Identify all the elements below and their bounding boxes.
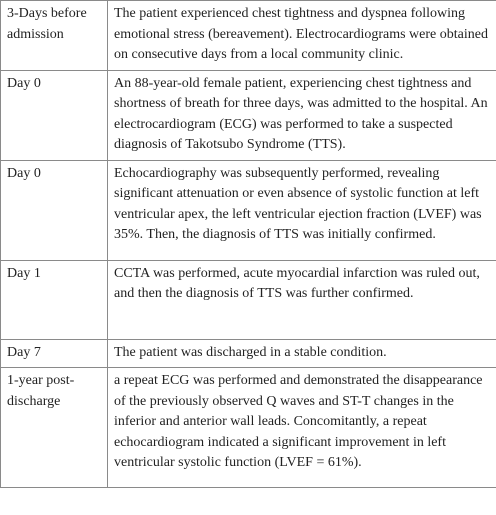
table-row [1, 1, 496, 71]
time-cell: 3-Days before admission [1, 1, 108, 71]
event-cell: CCTA was performed, acute myocardial infarction was ruled out, and then the diagnosis of TTS was further confirmed. [108, 260, 496, 339]
table-row [1, 70, 496, 160]
event-cell: An 88-year-old female patient, experiencing chest tightness and shortness of breath for three days, was admitted to the hospital. An electrocardiogram (ECG) was performed to take a suspected diagnosis of Takotsubo Syndrome (TTS). [108, 70, 496, 160]
event-cell: Echocardiography was subsequently performed, revealing significant attenuation or even absence of systolic function at left ventricular apex, the left ventricular ejection fraction (LVEF) was 35%. Then, the diagnosis of TTS was initially confirmed. [108, 160, 496, 260]
table-row [1, 160, 496, 260]
table-row [1, 339, 496, 368]
time-cell: 1-year post-discharge [1, 368, 108, 488]
time-cell: Day 0 [1, 160, 108, 260]
event-cell: The patient was discharged in a stable condition. [108, 339, 496, 368]
event-cell: a repeat ECG was performed and demonstrated the disappearance of the previously observed Q waves and ST-T changes in the inferior and anterior wall leads. Concomitantly, a repeat echocardiogram indicated a significant improvement in left ventricular systolic function (LVEF = 61%). [108, 368, 496, 488]
time-cell: Day 1 [1, 260, 108, 339]
time-cell: Day 0 [1, 70, 108, 160]
time-cell: Day 7 [1, 339, 108, 368]
table-row [1, 260, 496, 339]
event-cell: The patient experienced chest tightness and dyspnea following emotional stress (bereavement). Electrocardiograms were obtained on consecutive days from a local community clinic. [108, 1, 496, 71]
table-row [1, 368, 496, 488]
